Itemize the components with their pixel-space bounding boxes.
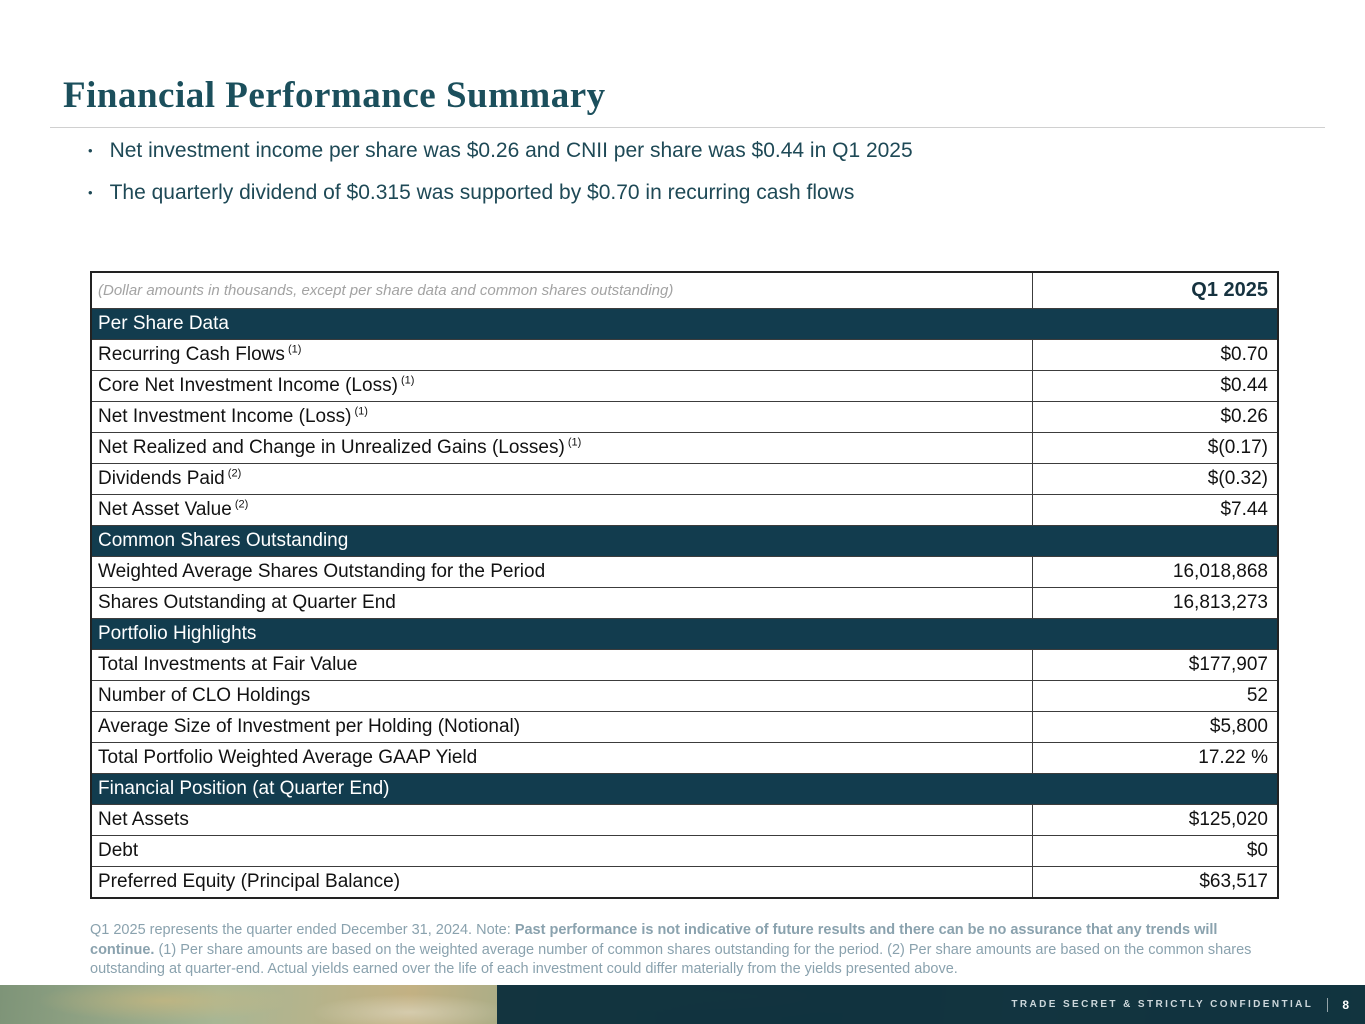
table-section-header bbox=[91, 619, 1278, 650]
table-section-title: Financial Position (at Quarter End) bbox=[91, 774, 1278, 805]
row-label: Weighted Average Shares Outstanding for the Period bbox=[91, 557, 1032, 588]
row-value: $0.70 bbox=[1032, 340, 1278, 371]
footnote bbox=[90, 921, 1277, 980]
row-label: Net Asset Value $^{(2)}$ bbox=[91, 495, 1032, 526]
row-label: Shares Outstanding at Quarter End bbox=[91, 588, 1032, 619]
row-label: Average Size of Investment per Holding (Notional) bbox=[91, 712, 1032, 743]
row-value: 52 bbox=[1032, 681, 1278, 712]
row-value: 16,813,273 bbox=[1032, 588, 1278, 619]
footnote-marker: (2) bbox=[231, 498, 249, 511]
bullet-item bbox=[88, 136, 1238, 165]
row-value: $177,907 bbox=[1032, 650, 1278, 681]
footnote-marker: (1) bbox=[284, 343, 302, 356]
row-value: 16,018,868 bbox=[1032, 557, 1278, 588]
table-row bbox=[91, 681, 1278, 712]
row-value: $5,800 bbox=[1032, 712, 1278, 743]
row-label: Net Investment Income (Loss) $^{(1)}$ bbox=[91, 402, 1032, 433]
row-value: $0.44 bbox=[1032, 371, 1278, 402]
bullet-marker-icon: • bbox=[88, 185, 93, 200]
row-value: $0.26 bbox=[1032, 402, 1278, 433]
table-units-note: (Dollar amounts in thousands, except per share data and common shares outstanding) bbox=[91, 272, 1032, 309]
table-row bbox=[91, 464, 1278, 495]
table-row bbox=[91, 371, 1278, 402]
table-section-title: Per Share Data bbox=[91, 309, 1278, 340]
table-row bbox=[91, 402, 1278, 433]
table-header-row bbox=[91, 272, 1278, 309]
footnote-marker: (2) bbox=[224, 467, 242, 480]
page-title: Financial Performance Summary bbox=[63, 75, 606, 116]
footnote-marker: (1) bbox=[351, 405, 368, 418]
bullet-marker-icon: • bbox=[88, 143, 93, 158]
row-value: 17.22 % bbox=[1032, 743, 1278, 774]
page-number: 8 bbox=[1342, 997, 1349, 1012]
table-row bbox=[91, 836, 1278, 867]
footer-content bbox=[1011, 985, 1349, 1024]
row-label: Recurring Cash Flows $^{(1)}$ bbox=[91, 340, 1032, 371]
bullet-list bbox=[88, 136, 1238, 220]
table-row bbox=[91, 433, 1278, 464]
row-label: Debt bbox=[91, 836, 1032, 867]
bullet-text: The quarterly dividend of $0.315 was supported by $0.70 in recurring cash flows bbox=[109, 181, 855, 204]
row-label: Core Net Investment Income (Loss) $^{(1)}$ bbox=[91, 371, 1032, 402]
row-value: $(0.17) bbox=[1032, 433, 1278, 464]
row-value: $0 bbox=[1032, 836, 1278, 867]
table-row bbox=[91, 340, 1278, 371]
table-row bbox=[91, 867, 1278, 898]
table-row bbox=[91, 650, 1278, 681]
row-label: Dividends Paid $^{(2)}$ bbox=[91, 464, 1032, 495]
row-value: $125,020 bbox=[1032, 805, 1278, 836]
table-section-header bbox=[91, 774, 1278, 805]
confidential-label: TRADE SECRET & STRICTLY CONFIDENTIAL bbox=[1011, 999, 1314, 1010]
table-section-title: Portfolio Highlights bbox=[91, 619, 1278, 650]
footnote-bold: Past performance is not indicative of future results and there can be no assurance that any trends will continue. bbox=[90, 922, 1218, 958]
row-label: Total Portfolio Weighted Average GAAP Yield bbox=[91, 743, 1032, 774]
bullet-item bbox=[88, 178, 1238, 207]
footnote-marker: (1) bbox=[564, 436, 582, 449]
table-section-header bbox=[91, 526, 1278, 557]
financial-table bbox=[90, 271, 1279, 899]
footnote-marker: (1) bbox=[397, 374, 415, 387]
row-value: $7.44 bbox=[1032, 495, 1278, 526]
footnote-intro: Q1 2025 represents the quarter ended December 31, 2024. Note: bbox=[90, 922, 515, 938]
row-label: Number of CLO Holdings bbox=[91, 681, 1032, 712]
table-row bbox=[91, 495, 1278, 526]
table-row bbox=[91, 743, 1278, 774]
footer-separator bbox=[1327, 998, 1328, 1012]
row-label: Total Investments at Fair Value bbox=[91, 650, 1032, 681]
table-section-title: Common Shares Outstanding bbox=[91, 526, 1278, 557]
table-row bbox=[91, 557, 1278, 588]
title-divider bbox=[50, 127, 1325, 128]
bullet-text: Net investment income per share was $0.26 and CNII per share was $0.44 in Q1 2025 bbox=[109, 139, 913, 162]
footer-band bbox=[0, 985, 1365, 1024]
row-value: $(0.32) bbox=[1032, 464, 1278, 495]
period-header: Q1 2025 bbox=[1032, 272, 1278, 309]
table-row bbox=[91, 712, 1278, 743]
footnote-rest: (1) Per share amounts are based on the weighted average number of common shares outstanding for the period. (2) Per share amounts are based on the common shares outstanding at quarter-end. Actual yields earned over the life of each investment could differ materially from the yields presented above. bbox=[90, 941, 1252, 977]
table-row bbox=[91, 805, 1278, 836]
row-label: Preferred Equity (Principal Balance) bbox=[91, 867, 1032, 898]
row-value: $63,517 bbox=[1032, 867, 1278, 898]
row-label: Net Realized and Change in Unrealized Gains (Losses) $^{(1)}$ bbox=[91, 433, 1032, 464]
row-label: Net Assets bbox=[91, 805, 1032, 836]
table-section-header bbox=[91, 309, 1278, 340]
table-row bbox=[91, 588, 1278, 619]
